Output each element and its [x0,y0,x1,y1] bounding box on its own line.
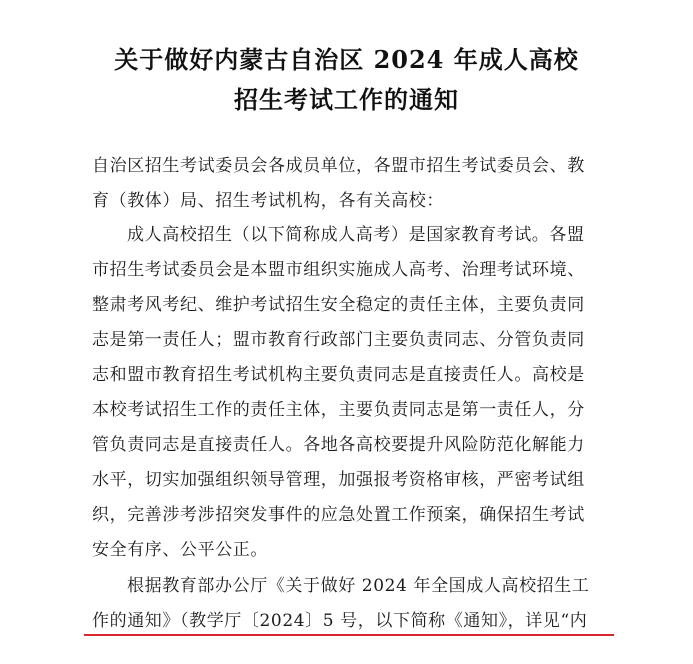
body-line-2: 育（教体）局、招生考试机构，各有关高校： [92,191,444,211]
body-line-8: 本校考试招生工作的责任主体，主要负责同志是第一责任人，分 [92,400,585,420]
body-line-14: 作的通知》（教学厅〔2024〕5 号，以下简称《通知》，详见“内 [92,611,588,631]
document-title-line-1: 关于做好内蒙古自治区 2024 年成人高校 [114,45,579,74]
body-line-1: 自治区招生考试委员会各成员单位，各盟市招生考试委员会、教 [92,156,585,176]
body-line-10: 水平，切实加强组织领导管理，加强报考资格审核，严密考试组 [92,470,585,490]
body-line-13: 根据教育部办公厅《关于做好 2024 年全国成人高校招生工 [127,576,590,596]
body-line-4: 市招生考试委员会是本盟市组织实施成人高考、治理考试环境、 [92,260,585,280]
body-line-12: 安全有序、公平公正。 [92,540,268,560]
body-line-11: 织，完善涉考涉招突发事件的应急处置工作预案，确保招生考试 [92,505,585,525]
document-title-line-2: 招生考试工作的通知 [234,85,459,114]
body-line-6: 志是第一责任人；盟市教育行政部门主要负责同志、分管负责同 [92,330,585,350]
body-line-9: 管负责同志是直接责任人。各地各高校要提升风险防范化解能力 [92,435,585,455]
body-line-3: 成人高校招生（以下简称成人高考）是国家教育考试。各盟 [127,225,585,245]
body-line-7: 志和盟市教育招生考试机构主要负责同志是直接责任人。高校是 [92,365,585,385]
red-underline-rule [84,634,614,636]
body-line-5: 整肃考风考纪、维护考试招生安全稳定的责任主体，主要负责同 [92,295,585,315]
